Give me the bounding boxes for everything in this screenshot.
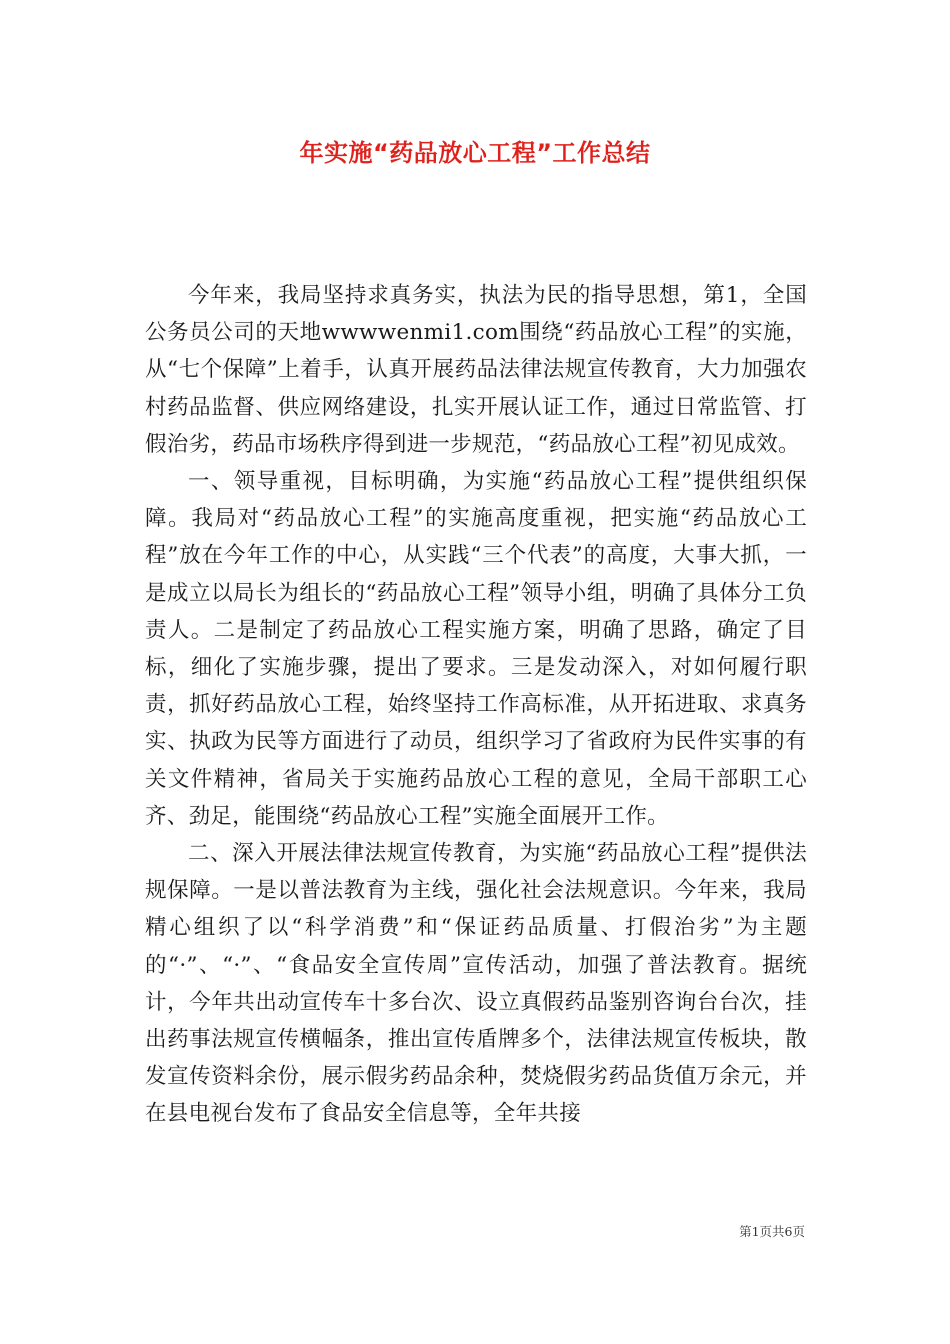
- paragraph-section-1: 一、领导重视，目标明确，为实施“药品放心工程”提供组织保障。我局对“药品放心工程”的实施高度重视，把实施“药品放心工程”放在今年工作的中心，从实践“三个代表”的高度，大事大抓，一是成立以局长为组长的“药品放心工程”领导小组，明确了具体分工负责人。二是制定了药品放心工程实施方案，明确了思路，确定了目标，细化了实施步骤，提出了要求。三是发动深入，对如何履行职责，抓好药品放心工程，始终坚持工作高标准，从开拓进取、求真务实、执政为民等方面进行了动员，组织学习了省政府为民件实事的有关文件精神，省局关于实施药品放心工程的意见，全局干部职工心齐、劲足，能围绕“药品放心工程”实施全面展开工作。: [145, 469, 807, 829]
- paragraph-intro: 今年来，我局坚持求真务实，执法为民的指导思想，第1，全国公务员公司的天地wwwwenmi1.com围绕“药品放心工程”的实施，从“七个保障”上着手，认真开展药品法律法规宣传教育，大力加强农村药品监督、供应网络建设，扎实开展认证工作，通过日常监管、打假治劣，药品市场秩序得到进一步规范，“药品放心工程”初见成效。: [145, 283, 807, 457]
- page-number: 第1页共6页: [739, 1224, 805, 1239]
- document-title: 年实施“药品放心工程”工作总结: [299, 139, 651, 167]
- paragraph-section-2: 二、深入开展法律法规宣传教育，为实施“药品放心工程”提供法规保障。一是以普法教育为主线，强化社会法规意识。今年来，我局精心组织了以“科学消费”和“保证药品质量、打假治劣”为主题的“·”、“·”、“食品安全宣传周”宣传活动，加强了普法教育。据统计，今年共出动宣传车十多台次、设立真假药品鉴别咨询台台次，挂出药事法规宣传横幅条，推出宣传盾牌多个，法律法规宣传板块，散发宣传资料余份，展示假劣药品余种，焚烧假劣药品货值万余元，并在县电视台发布了食品安全信息等，全年共接: [145, 841, 807, 1127]
- document-body: [145, 277, 807, 1133]
